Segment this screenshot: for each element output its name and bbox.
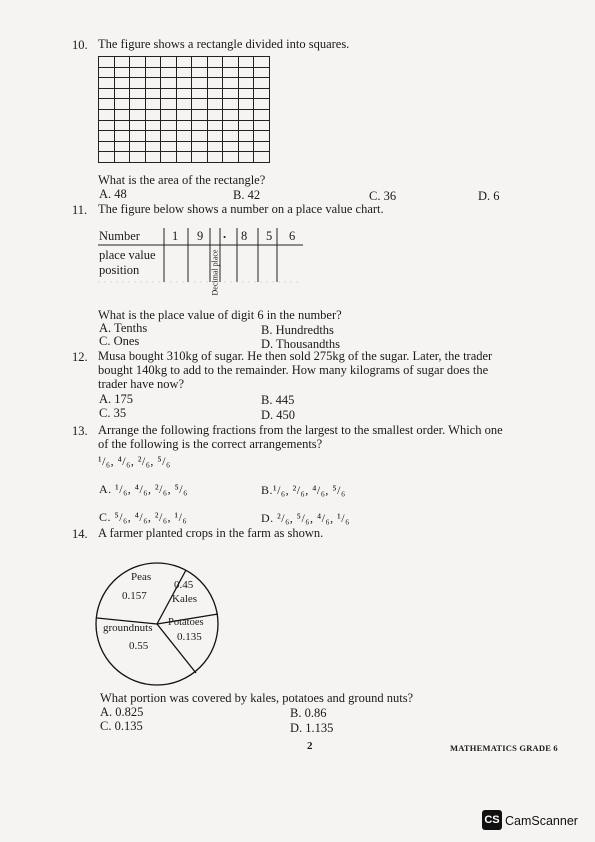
- pv-row-label-line1: place value: [99, 248, 156, 262]
- pv-number-label: Number: [99, 229, 140, 243]
- q11-number: 11.: [72, 203, 88, 217]
- q11-option-c[interactable]: C. Ones: [99, 334, 140, 348]
- q10-option-b[interactable]: B. 42: [233, 188, 261, 202]
- q11-text: The figure below shows a number on a place value chart.: [98, 202, 384, 216]
- pie-label-kales: Kales: [172, 593, 198, 605]
- q12-number: 12.: [72, 350, 88, 364]
- grid-row: [99, 88, 270, 99]
- q13-line2: of the following is the correct arrangements?: [98, 437, 323, 451]
- pv-decimal-point: .: [223, 227, 227, 241]
- q12-line3: trader have now?: [98, 377, 185, 391]
- q11-option-a[interactable]: A. Tenths: [99, 321, 148, 335]
- q13-option-a[interactable]: A. ¹/₆, ⁴/₆, ²/₆, ⁵/₆: [99, 482, 188, 496]
- pie-label-potatoes: Potatoes: [168, 617, 204, 628]
- q14-option-d[interactable]: D. 1.135: [290, 721, 334, 735]
- q14-option-a[interactable]: A. 0.825: [100, 705, 144, 719]
- decimal-place-label: Decimal place: [210, 249, 220, 296]
- q11-option-d[interactable]: D. Thousandths: [261, 337, 340, 351]
- q13-option-d[interactable]: D. ²/₆, ⁵/₆, ⁴/₆, ¹/₆: [261, 511, 350, 525]
- pv-digit: 9: [197, 229, 204, 243]
- q13-option-b[interactable]: B.¹/₆, ²/₆, ⁴/₆, ⁵/₆: [261, 483, 346, 497]
- q13-fractions: ¹/₆, ⁴/₆, ²/₆, ⁵/₆: [98, 454, 171, 468]
- q10-question: What is the area of the rectangle?: [98, 173, 266, 187]
- pie-value-groundnuts: 0.55: [129, 640, 149, 652]
- q13-option-c[interactable]: C. ⁵/₆, ⁴/₆, ²/₆, ¹/₆: [99, 510, 188, 524]
- q10-number: 10.: [72, 38, 88, 52]
- pv-digit: 6: [289, 229, 296, 243]
- pie-value-potatoes: 0.135: [177, 631, 202, 643]
- grid-row: [99, 131, 270, 142]
- q14-number: 14.: [72, 527, 88, 541]
- grid-row: [99, 120, 270, 131]
- footer-subject: MATHEMATICS GRADE 6: [450, 743, 558, 753]
- pv-digit: 1: [172, 229, 179, 243]
- q14-option-b[interactable]: B. 0.86: [290, 706, 327, 720]
- grid-row: [99, 57, 270, 68]
- grid-row: [99, 99, 270, 110]
- q12-option-a[interactable]: A. 175: [99, 392, 134, 406]
- q12-option-d[interactable]: D. 450: [261, 408, 296, 422]
- q10-option-d[interactable]: D. 6: [478, 189, 500, 203]
- camscanner-logo-icon: CS: [482, 810, 502, 830]
- q10-text: The figure shows a rectangle divided into squares.: [98, 37, 350, 51]
- pie-value-kales: 0.45: [174, 579, 194, 591]
- q10-option-a[interactable]: A. 48: [99, 187, 127, 201]
- grid-row: [99, 141, 270, 152]
- grid-row: [99, 152, 270, 163]
- q13-number: 13.: [72, 424, 88, 438]
- q12-option-b[interactable]: B. 445: [261, 393, 295, 407]
- camscanner-name: CamScanner: [505, 814, 578, 828]
- q13-line1: Arrange the following fractions from the largest to the smallest order. Which one: [98, 423, 503, 437]
- pv-digit: 8: [241, 229, 248, 243]
- q14-option-c[interactable]: C. 0.135: [100, 719, 143, 733]
- q12-line1: Musa bought 310kg of sugar. He then sold 275kg of the sugar. Later, the trader: [98, 349, 493, 363]
- grid-row: [99, 67, 270, 78]
- q11-option-b[interactable]: B. Hundredths: [261, 323, 334, 337]
- page-number: 2: [307, 740, 313, 752]
- pie-label-groundnuts: groundnuts: [103, 622, 153, 634]
- rectangle-grid-figure: [98, 56, 270, 163]
- q11-question: What is the place value of digit 6 in the number?: [98, 308, 342, 322]
- pie-value-peas: 0.157: [122, 590, 147, 602]
- pv-row-label-line2: position: [99, 263, 140, 277]
- q10-option-c[interactable]: C. 36: [369, 189, 397, 203]
- q12-option-c[interactable]: C. 35: [99, 406, 127, 420]
- grid-row: [99, 78, 270, 89]
- q12-line2: bought 140kg to add to the remainder. How many kilograms of sugar does the: [98, 363, 489, 377]
- q14-question: What portion was covered by kales, potatoes and ground nuts?: [100, 691, 414, 705]
- pv-digit: 5: [266, 229, 273, 243]
- q14-text: A farmer planted crops in the farm as shown.: [98, 526, 324, 540]
- grid-row: [99, 109, 270, 120]
- pie-label-peas: Peas: [131, 571, 152, 583]
